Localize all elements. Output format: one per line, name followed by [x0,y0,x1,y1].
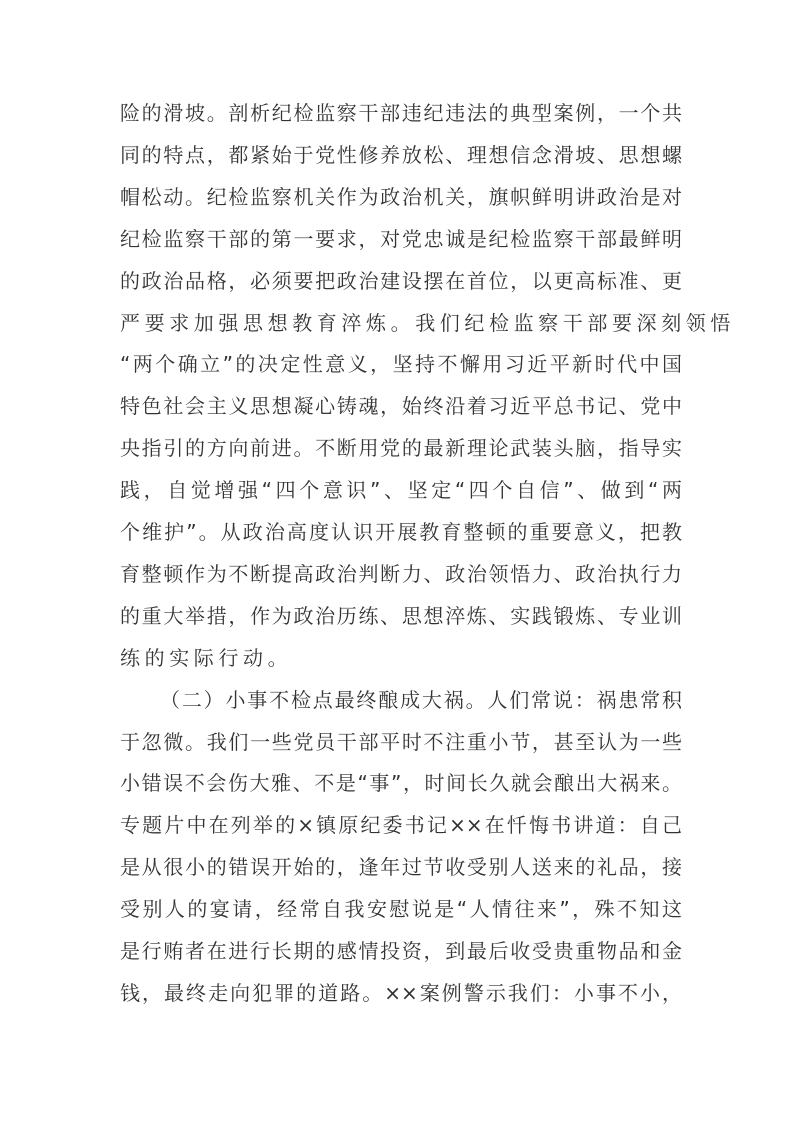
text-line: 育整顿作为不断提高政治判断力、政治领悟力、政治执行力 [120,561,682,586]
text-line: 个维护”。从政治高度认识开展教育整顿的重要意义，把教 [120,520,682,544]
text-line: 帽松动。纪检监察机关作为政治机关，旗帜鲜明讲政治是对 [120,184,682,209]
text-line: （二）小事不检点最终酿成大祸。人们常说：祸患常积 [160,687,682,712]
text-line: 央指引的方向前进。不断用党的最新理论武装头脑，指导实 [120,436,682,461]
text-line: “两个确立”的决定性意义，坚持不懈用习近平新时代中国 [120,352,682,377]
text-line: 是从很小的错误开始的，逢年过节收受别人送来的礼品，接 [120,855,682,880]
text-line: 是行贿者在进行长期的感情投资，到最后收受贵重物品和金 [120,939,682,963]
text-line: 践，自觉增强“四个意识”、坚定“四个自信”、做到“两 [120,478,682,503]
text-line: 于忽微。我们一些党员干部平时不注重小节，甚至认为一些 [120,729,682,754]
text-line: 纪检监察干部的第一要求，对党忠诚是纪检监察干部最鲜明 [120,226,682,251]
text-line: 险的滑坡。剖析纪检监察干部违纪违法的典型案例，一个共 [120,101,682,125]
text-line: 练的实际行动。 [120,645,293,670]
text-line: 的政治品格，必须要把政治建设摆在首位，以更高标准、更 [120,268,682,293]
text-line: 专题片中在列举的×镇原纪委书记××在忏悔书讲道：自己 [120,813,682,838]
text-line: 钱，最终走向犯罪的道路。××案例警示我们：小事不小， [120,980,682,1005]
text-line: 小错误不会伤大雅、不是“事”，时间长久就会酿出大祸来。 [120,771,682,796]
text-line: 特色社会主义思想凝心铸魂，始终沿着习近平总书记、党中 [120,394,682,419]
text-line: 受别人的宴请，经常自我安慰说是“人情往来”，殊不知这 [120,897,682,922]
text-line: 严要求加强思想教育淬炼。我们纪检监察干部要深刻领悟 [120,310,735,335]
text-line: 同的特点，都紧始于党性修养放松、理想信念滑坡、思想螺 [120,142,682,167]
text-line: 的重大举措，作为政治历练、思想淬炼、实践锻炼、专业训 [120,603,682,628]
